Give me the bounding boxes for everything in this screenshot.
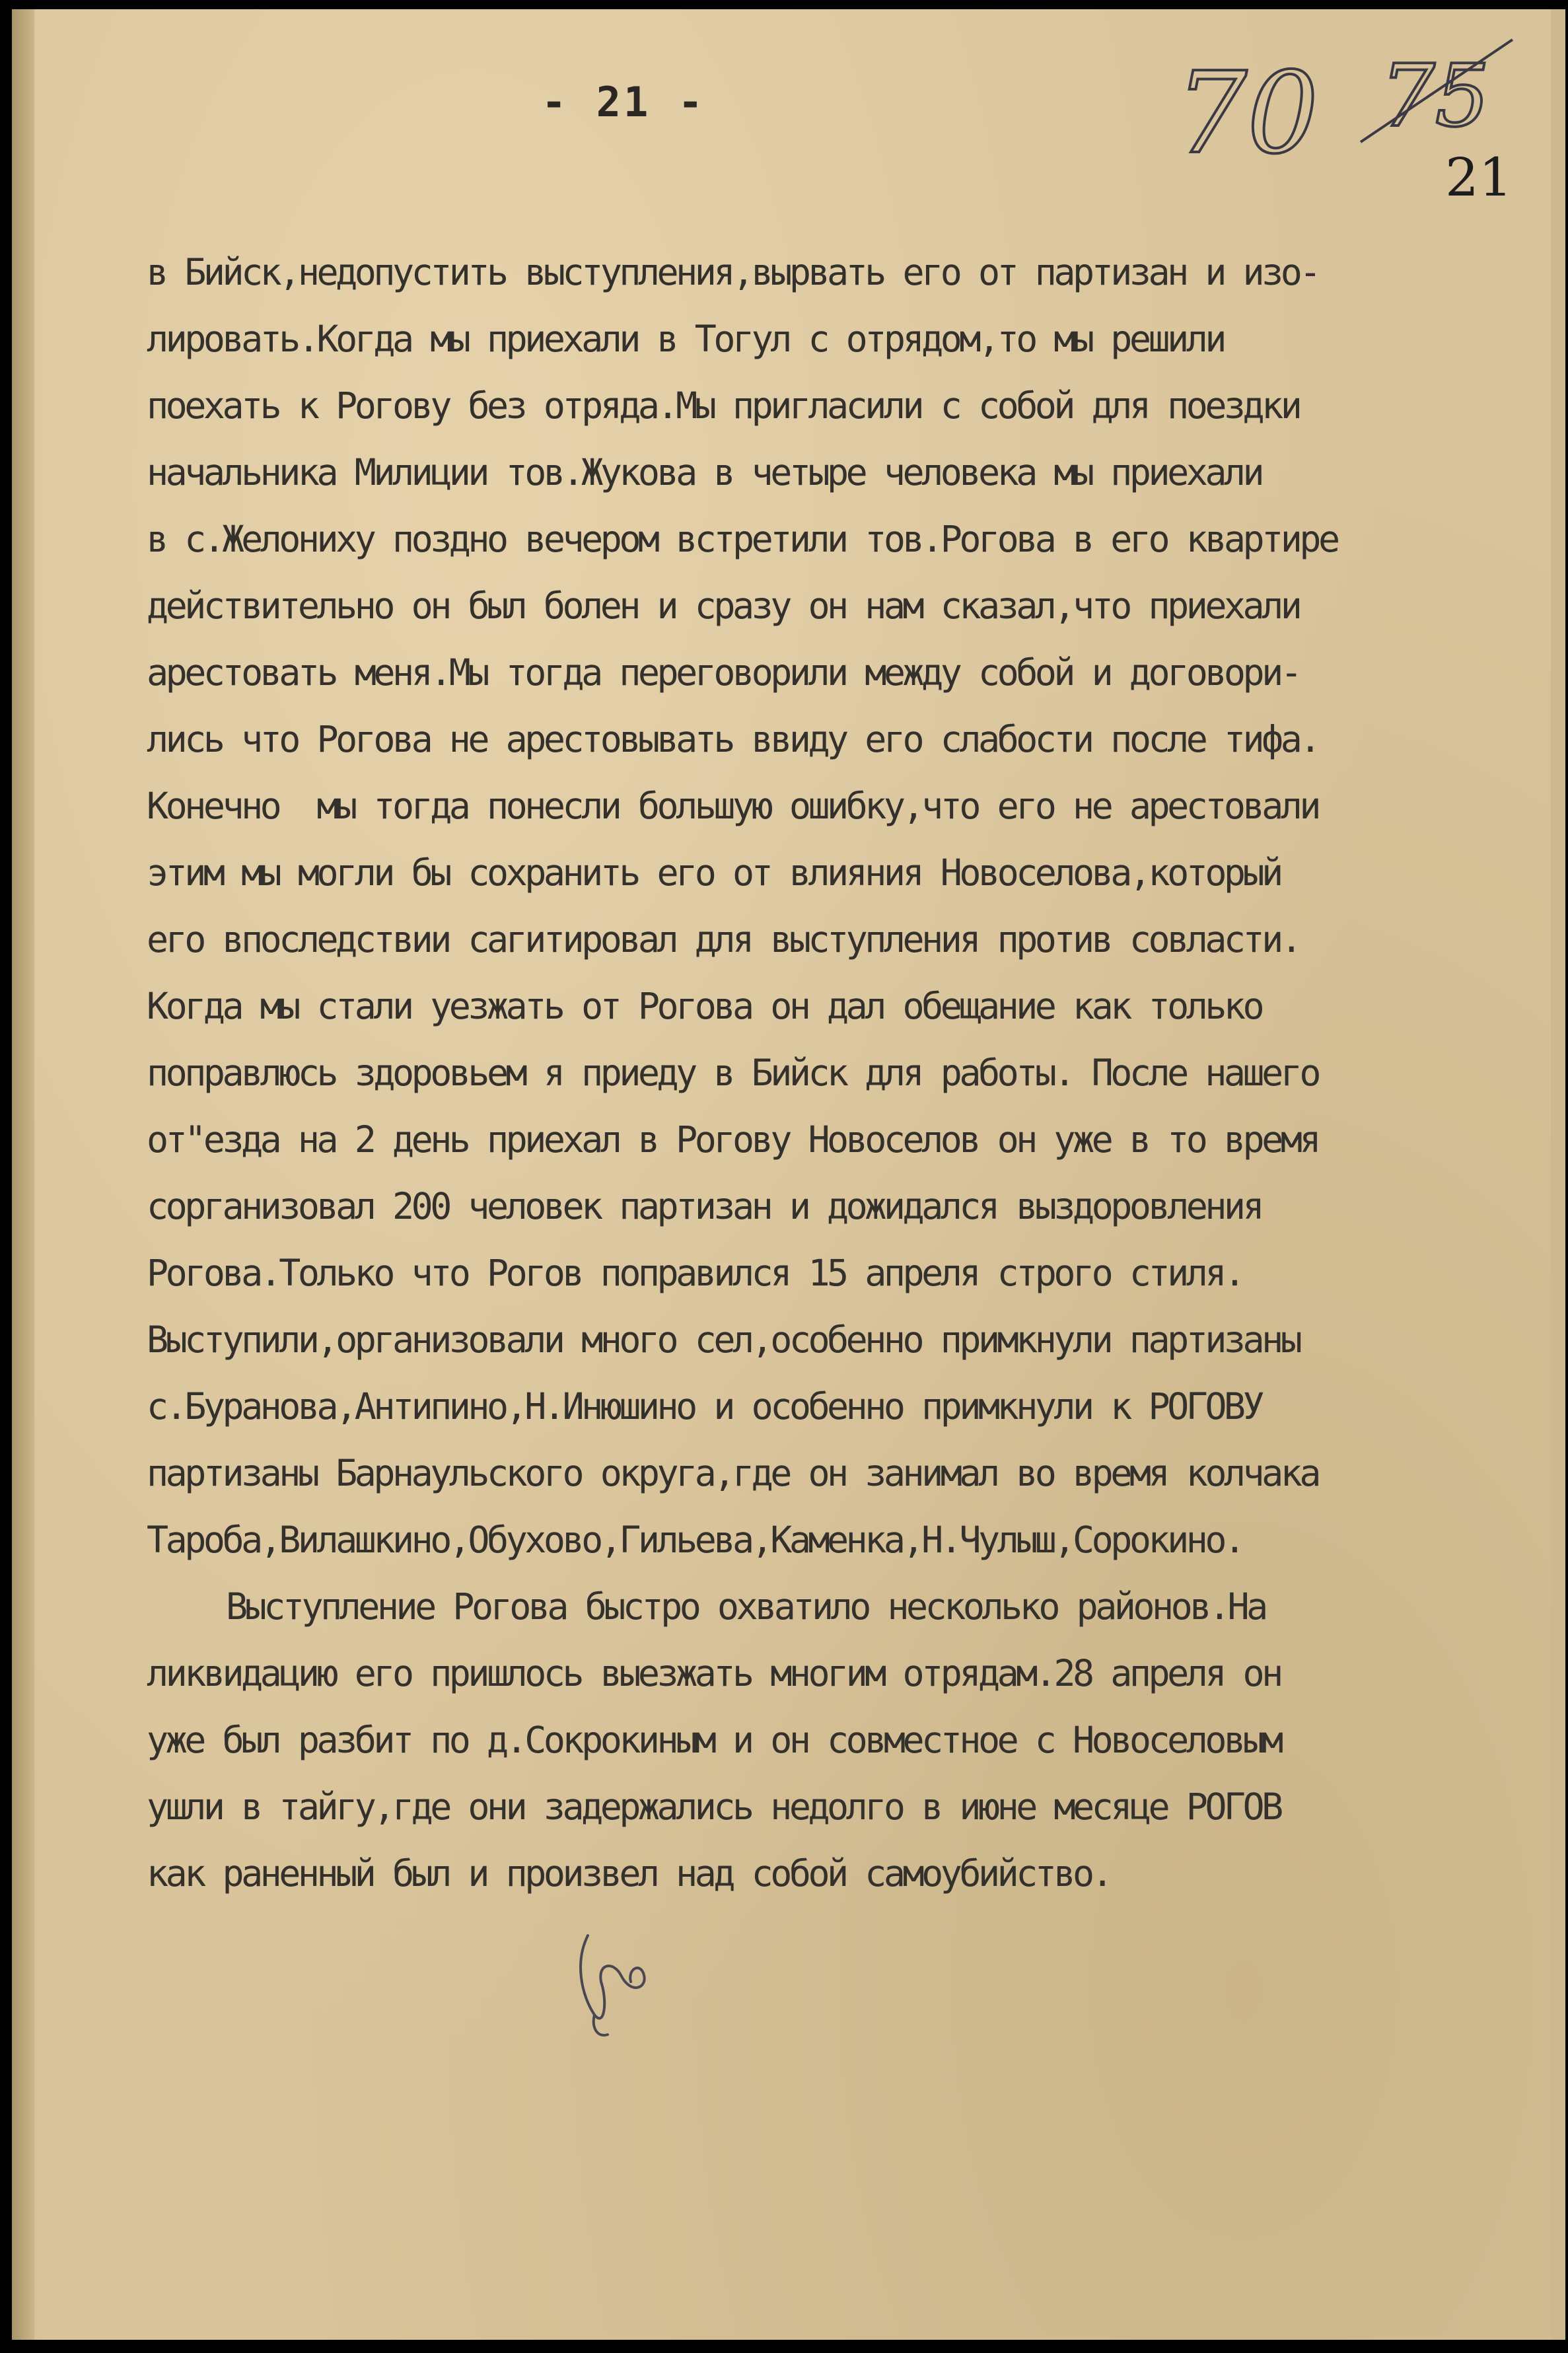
text-line: лировать.Когда мы приехали в Тогул с отрядом,то мы решили [147,318,1224,360]
text-line: Когда мы стали уезжать от Рогова он дал обещание как только [147,985,1262,1027]
typed-text-body [147,239,1540,1907]
text-line: ушли в тайгу,где они задержались недолго в июне месяце РОГОВ [147,1786,1281,1828]
handwritten-crossed-number: 75 [1380,46,1490,146]
text-line: уже был разбит по д.Сокрокиным и он совместное с Новоселовым [147,1719,1281,1761]
text-line: поправлюсь здоровьем я приеду в Бийск для работы. После нашего [147,1052,1318,1094]
handwritten-number: 70 [1176,48,1319,179]
handwritten-folio-mark [1162,26,1532,198]
page-binding-edge [12,9,34,2340]
handwritten-signature [568,1922,660,2041]
text-line-paragraph-start: Выступление Рогова быстро охватило несколько районов.На [226,1585,1265,1628]
text-line: Конечно мы тогда понесли большую ошибку,что его не арестовали [147,785,1318,827]
text-line: арестовать меня.Мы тогда переговорили между собой и договори- [147,651,1300,694]
text-line: этим мы могли бы сохранить его от влияния Новоселова,который [147,851,1281,894]
text-line: сорганизовал 200 человек партизан и дожидался выздоровления [147,1185,1262,1227]
text-line: поехать к Рогову без отряда.Мы пригласили с собой для поездки [147,384,1300,427]
text-line: начальника Милиции тов.Жукова в четыре человека мы приехали [147,451,1262,493]
text-line: с.Буранова,Антипино,Н.Инюшино и особенно примкнули к РОГОВУ [147,1385,1262,1428]
text-line: Рогова.Только что Рогов поправился 15 апреля строго стиля. [147,1252,1243,1294]
text-line: партизаны Барнаульского округа,где он занимал во время колчака [147,1452,1318,1494]
text-line: ликвидацию его пришлось выезжать многим отрядам.28 апреля он [147,1652,1281,1694]
text-line: Тароба,Вилашкино,Обухово,Гильева,Каменка,Н.Чулыш,Сорокино. [147,1519,1243,1561]
text-line: от"езда на 2 день приехал в Рогову Новоселов он уже в то время [147,1118,1318,1161]
text-line: в с.Желониху поздно вечером встретили тов.Рогова в его квартире [147,518,1337,560]
archive-sheet-number: 21 [1445,147,1513,208]
page-number: - 21 - [542,78,705,126]
text-line: его впоследствии сагитировал для выступления против совласти. [147,918,1300,960]
text-line: в Бийск,недопустить выступления,вырвать его от партизан и изо- [147,251,1318,293]
text-line: Выступили,организовали много сел,особенно примкнули партизаны [147,1319,1300,1361]
text-line: лись что Рогова не арестовывать ввиду его слабости после тифа. [147,718,1318,760]
text-line: действительно он был болен и сразу он нам сказал,что приехали [147,585,1300,627]
text-line: как раненный был и произвел над собой самоубийство. [147,1852,1111,1895]
